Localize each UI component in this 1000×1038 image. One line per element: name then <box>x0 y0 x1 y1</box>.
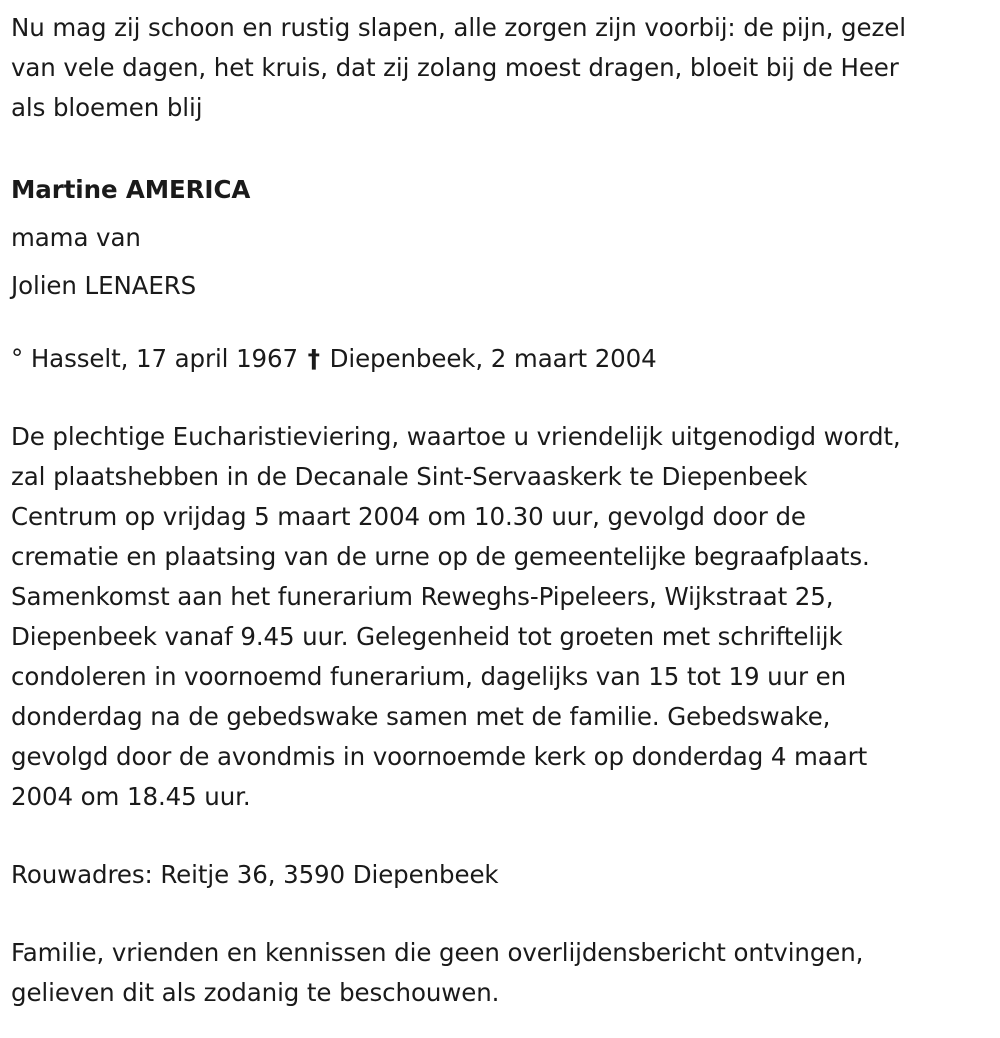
ceremony-line: donderdag na de gebedswake samen met de familie. Gebedswake, <box>11 702 831 731</box>
poem-line: als bloemen blij <box>11 93 203 122</box>
closing-paragraph <box>11 933 991 1013</box>
closing-line: gelieven dit als zodanig te beschouwen. <box>11 978 500 1007</box>
ceremony-line: condoleren in voornoemd funerarium, dagelijks van 15 tot 19 uur en <box>11 662 847 691</box>
ceremony-line: 2004 om 18.45 uur. <box>11 782 251 811</box>
relation-text: mama van <box>11 223 141 252</box>
spacer <box>11 895 991 933</box>
deceased-name: Martine AMERICA <box>11 175 251 204</box>
poem-line: van vele dagen, het kruis, dat zij zolang moest dragen, bloeit bij de Heer <box>11 53 899 82</box>
ceremony-line: gevolgd door de avondmis in voornoemde kerk op donderdag 4 maart <box>11 742 868 771</box>
ceremony-line: crematie en plaatsing van de urne op de gemeentelijke begraafplaats. <box>11 542 870 571</box>
poem-line: Nu mag zij schoon en rustig slapen, alle zorgen zijn voorbij: de pijn, gezel <box>11 13 906 42</box>
spacer <box>11 379 991 417</box>
ceremony-line: Diepenbeek vanaf 9.45 uur. Gelegenheid tot groeten met schriftelijk <box>11 622 843 651</box>
birth-info: ° Hasselt, 17 april 1967 <box>11 344 299 373</box>
death-info: Diepenbeek, 2 maart 2004 <box>329 344 657 373</box>
ceremony-paragraph <box>11 417 991 817</box>
ceremony-line: Centrum op vrijdag 5 maart 2004 om 10.30 uur, gevolgd door de <box>11 502 806 531</box>
mourning-address: Rouwadres: Reitje 36, 3590 Diepenbeek <box>11 860 499 889</box>
ceremony-line: zal plaatshebben in de Decanale Sint-Servaaskerk te Diepenbeek <box>11 462 808 491</box>
poem <box>11 8 991 128</box>
ceremony-line: Samenkomst aan het funerarium Reweghs-Pipeleers, Wijkstraat 25, <box>11 582 834 611</box>
ceremony-line: De plechtige Eucharistieviering, waartoe u vriendelijk uitgenodigd wordt, <box>11 422 901 451</box>
dates-line <box>11 339 991 379</box>
spacer <box>11 817 991 855</box>
child-name: Jolien LENAERS <box>11 271 197 300</box>
spacer <box>11 128 991 165</box>
closing-line: Familie, vrienden en kennissen die geen overlijdensbericht ontvingen, <box>11 938 864 967</box>
spacer <box>11 311 991 339</box>
cross-icon: † <box>307 344 320 373</box>
obituary-document <box>11 8 991 1013</box>
